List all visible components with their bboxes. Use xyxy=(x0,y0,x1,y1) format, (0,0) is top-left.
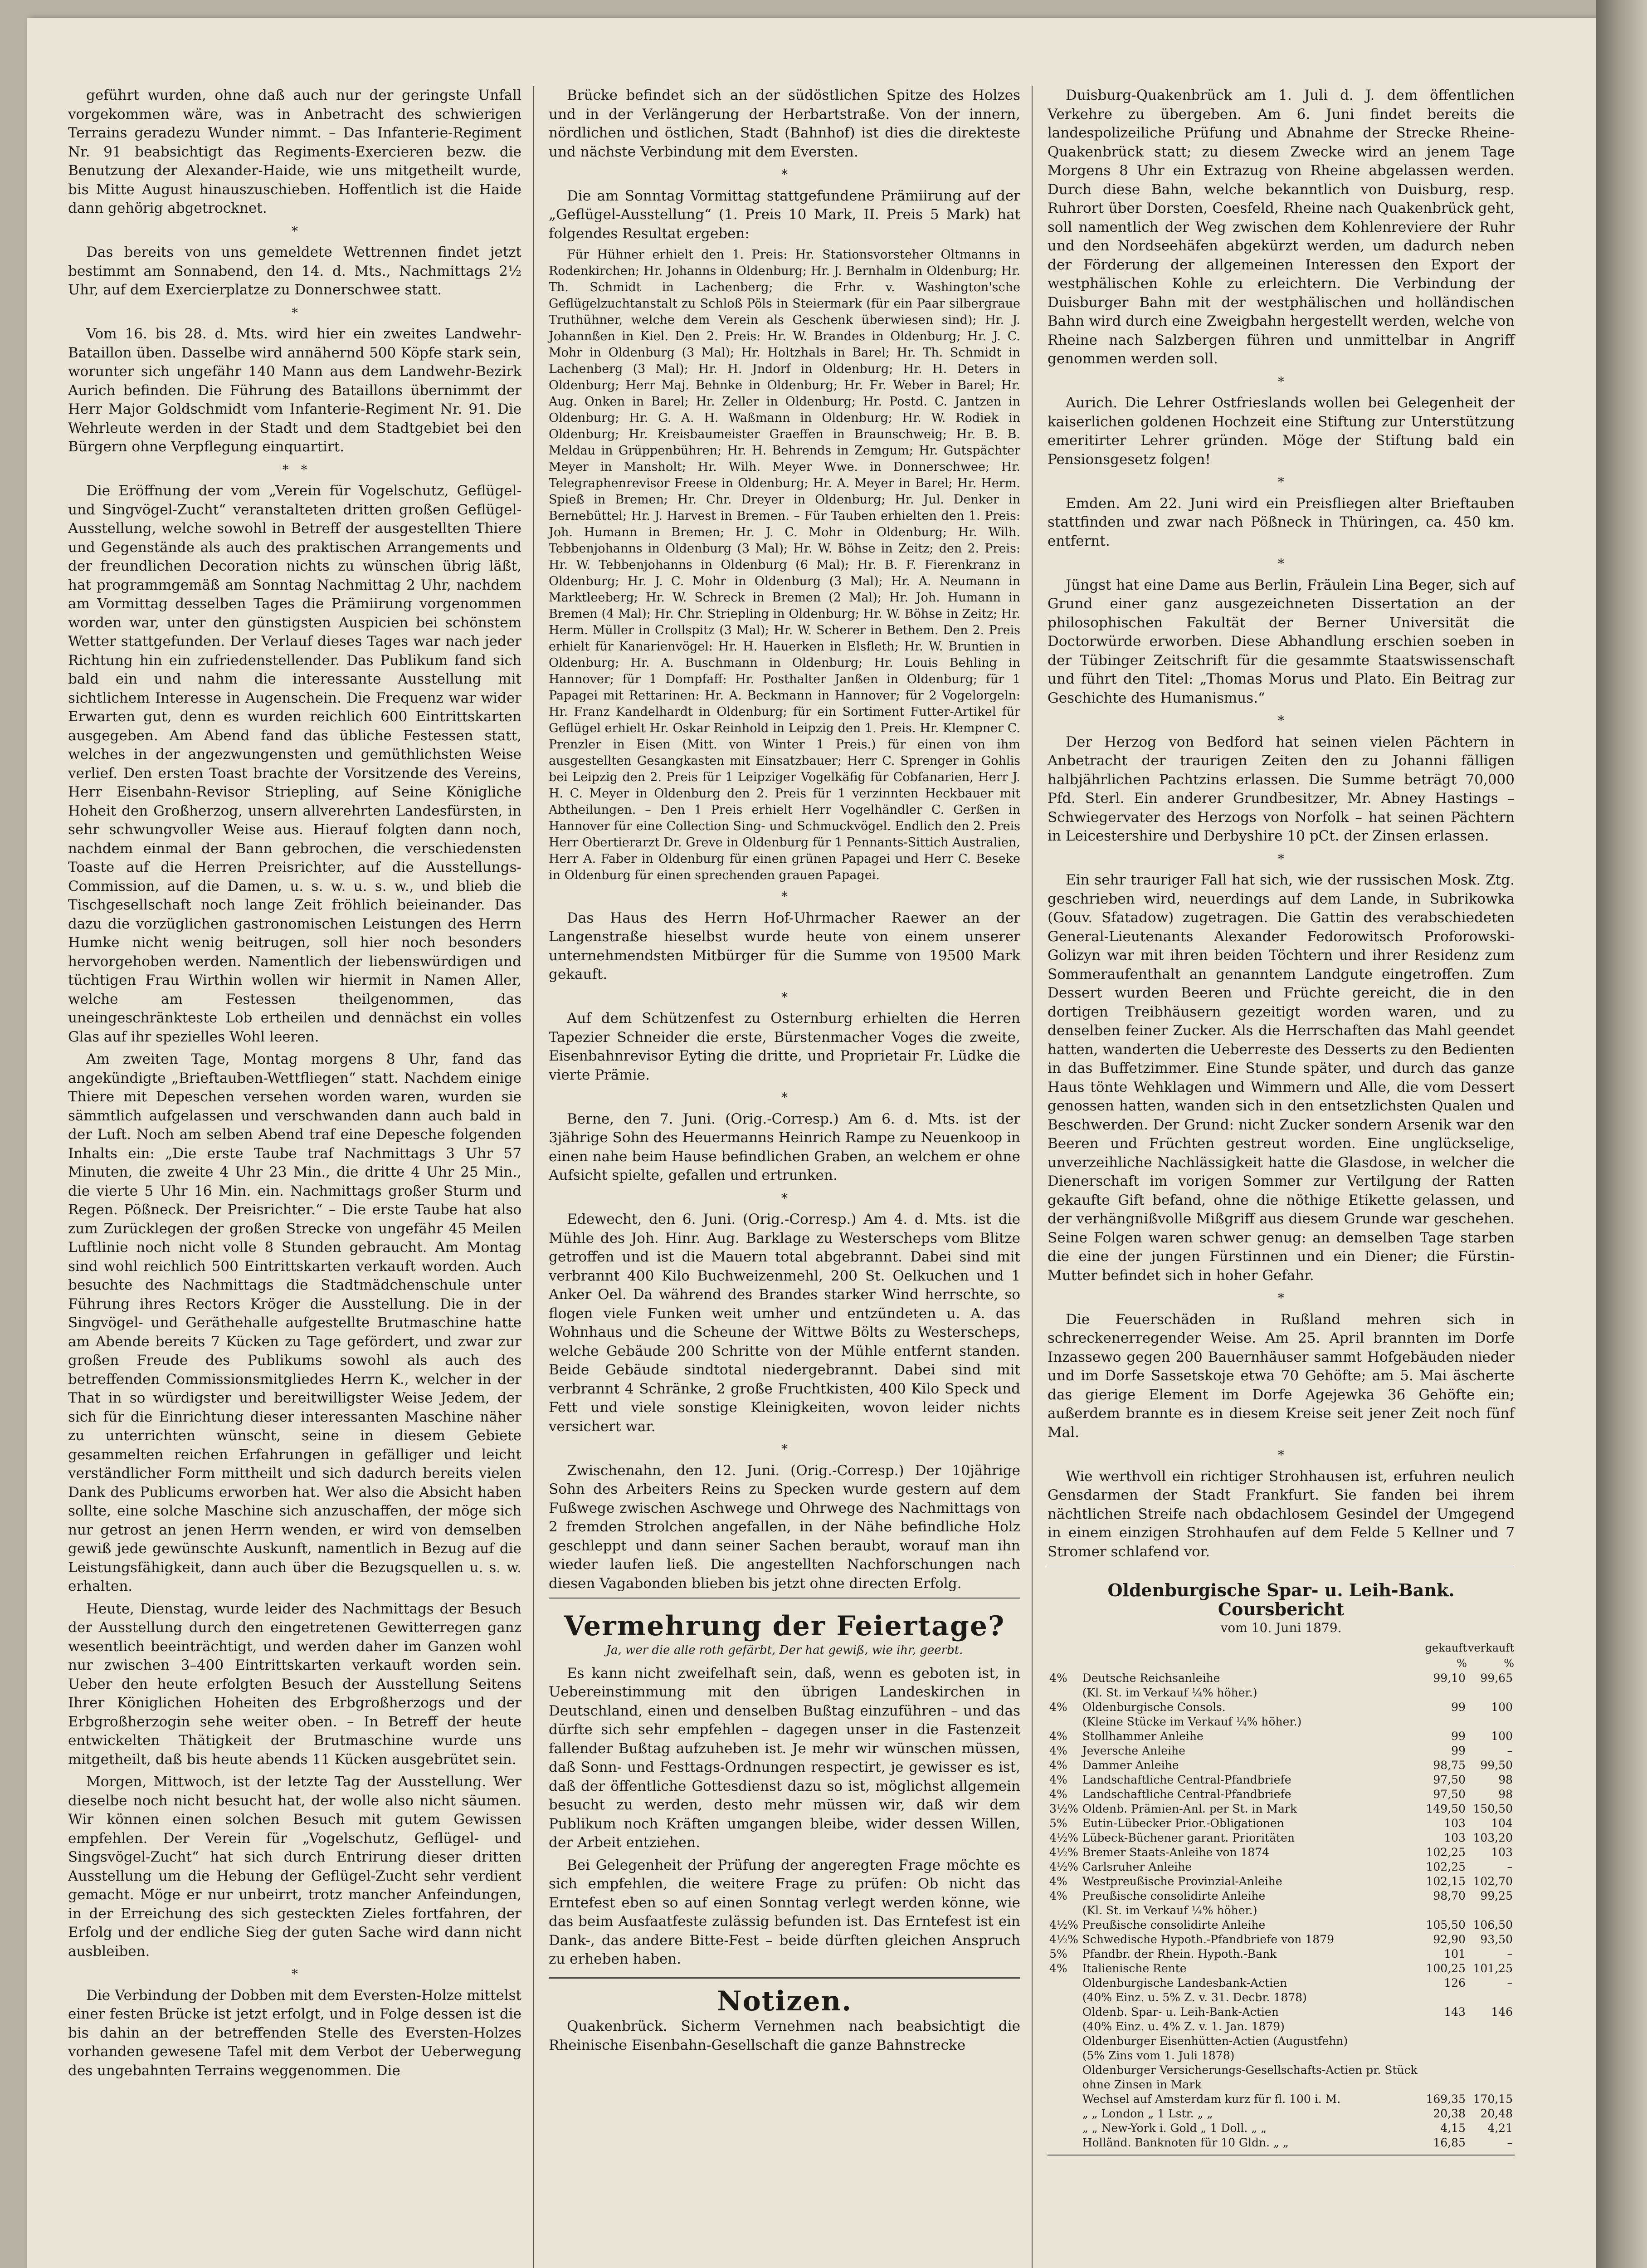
rate-cell xyxy=(1048,2019,1081,2034)
bought-cell: 102,25 xyxy=(1426,1860,1466,1873)
rate-cell: 4% xyxy=(1049,1874,1067,1888)
rate-cell xyxy=(1048,1976,1081,1990)
security-name-cell: Landschaftliche Central-Pfandbriefe xyxy=(1082,1773,1291,1786)
sold-cell: 99,50 xyxy=(1480,1758,1513,1772)
sold-cell: 101,25 xyxy=(1473,1961,1513,1975)
table-row xyxy=(1048,2136,1515,2150)
table-row xyxy=(1048,1715,1515,1729)
table-row xyxy=(1048,2063,1515,2077)
security-name-cell: Oldenburgische Landesbank-Actien xyxy=(1082,1976,1287,1989)
security-name-cell: Stollhammer Anleihe xyxy=(1082,1729,1204,1743)
article-paragraph: Quakenbrück. Sicherm Vernehmen nach beabsichtigt die Rheinische Eisenbahn-Gesellschaft die ganze Bahnstrecke xyxy=(549,2018,1020,2053)
sold-cell xyxy=(1467,1715,1515,1729)
sold-cell xyxy=(1467,1903,1515,1918)
separator-star: * xyxy=(292,1966,298,1981)
article-paragraph: Aurich. Die Lehrer Ostfrieslands wollen bei Gelegenheit der kaiserlichen goldenen Hochzeit eine Stiftung zur Unterstützung emeritirter Lehrer gründen. Möge der Stiftung bald ein Pensionsgesetz folgen! xyxy=(1048,395,1515,468)
table-row xyxy=(1048,2077,1515,2092)
bought-cell: 105,50 xyxy=(1426,1918,1466,1931)
bought-cell: 98,70 xyxy=(1433,1889,1466,1902)
security-name-cell: Wechsel auf Amsterdam kurz für fl. 100 i. M. xyxy=(1082,2092,1341,2106)
rate-cell: 5% xyxy=(1049,1947,1067,1960)
table-row xyxy=(1048,1976,1515,1990)
article-paragraph: Brücke befindet sich an der südöstlichen Spitze des Holzes und in der Verlängerung der Herbartstraße. Von der innern, nördlichen und östlichen, Stadt (Bahnhof) ist dies die direkteste und nächste Verbindung mit dem Eversten. xyxy=(549,87,1020,160)
table-row xyxy=(1048,1787,1515,1802)
table-row xyxy=(1048,1802,1515,1816)
sold-cell: 99,65 xyxy=(1480,1671,1513,1685)
separator-star: * xyxy=(1278,474,1284,489)
sold-cell xyxy=(1467,2019,1515,2034)
table-row xyxy=(1048,1918,1515,1932)
bought-cell xyxy=(1423,2048,1467,2063)
table-row xyxy=(1048,1874,1515,1889)
table-row xyxy=(1048,1831,1515,1845)
coursbericht-rows xyxy=(1048,1671,1515,2150)
column-unit: % xyxy=(1457,1657,1467,1670)
column-header: gekauft xyxy=(1425,1641,1467,1654)
article-paragraph: geführt wurden, ohne daß auch nur der geringste Unfall vorgekommen wäre, was in Anbetracht des schwierigen Terrains geradezu Wunder nimmt. – Das Infanterie-Regiment Nr. 91 beabsichtigt das Regiments-Exercieren bezw. die Benutzung der Alexander-Haide, wie uns mitgetheilt wurde, bis Mitte August hinauszuschieben. Hoffentlich ist die Haide dann gehörig abgetrocknet. xyxy=(68,87,521,216)
bought-cell xyxy=(1423,1715,1467,1729)
rate-cell xyxy=(1048,2121,1081,2136)
sold-cell xyxy=(1467,1990,1515,2005)
rate-cell xyxy=(1048,2034,1081,2048)
coursbericht-date: vom 10. Juni 1879. xyxy=(1220,1620,1342,1635)
rate-cell: 4% xyxy=(1049,1671,1067,1685)
article-paragraph: Morgen, Mittwoch, ist der letzte Tag der Ausstellung. Wer dieselbe noch nicht besucht hat, der wolle also nicht säumen. Wir können einen solchen Besuch mit gutem Gewissen empfehlen. Der Verein für „Vogelschutz, Geflügel- und Singsvögel-Zucht“ hat sich durch Entrirung dieser dritten Ausstellung um die Hebung der Geflügel-Zucht sehr verdient gemacht. Möge er nur unbeirrt, trotz mancher Anfeindungen, in der Erreichung des sich gesteckten Zieles fortfahren, der Erfolg und der endliche Sieg der guten Sache wird dann nicht ausbleiben. xyxy=(68,1774,521,1960)
column-header: verkauft xyxy=(1467,1641,1514,1654)
bought-cell xyxy=(1423,2034,1467,2048)
security-name-cell: Holländ. Banknoten für 10 Gldn. „ „ xyxy=(1082,2136,1289,2149)
article-paragraph: Jüngst hat eine Dame aus Berlin, Fräulein Lina Beger, sich auf Grund einer ganz ausgezeichneten Dissertation an der philosophischen Fakultät der Berner Universität die Doctorwürde erworben. Diese Abhandlung erschien soeben in der Tübinger Zeitschrift für die gesammte Staatswissenschaft und führt den Titel: „Thomas Morus und Plato. Ein Beitrag zur Geschichte des Humanismus.“ xyxy=(1048,577,1515,706)
security-name-cell: Oldenburger Eisenhütten-Actien (Augustfehn) xyxy=(1082,2034,1348,2048)
sold-cell: 20,48 xyxy=(1480,2107,1513,2120)
article-paragraph: Berne, den 7. Juni. (Orig.-Corresp.) Am 6. d. Mts. ist der 3jährige Sohn des Heuermanns Heinrich Rampe zu Neuenkoop in einen nahe beim Hause befindlichen Graben, an welchem er ohne Aufsicht spielte, gefallen und ertrunken. xyxy=(549,1110,1020,1183)
sold-cell: 104 xyxy=(1491,1816,1513,1830)
table-row xyxy=(1048,1700,1515,1715)
article-paragraph: Am zweiten Tage, Montag morgens 8 Uhr, fand das angekündigte „Brieftauben-Wettfliegen“ statt. Nachdem einige Thiere mit Depeschen versehen worden waren, wurden sie sämmtlich aufgelassen und verschwanden dann auch bald in der Luft. Noch am selben Abend traf eine Depesche folgenden Inhalts ein: „Die erste Taube traf Nachmittags 3 Uhr 57 Minuten, die zweite 4 Uhr 23 Min., die dritte 4 Uhr 25 Min., die vierte 5 Uhr 16 Min. ein. Nachmittags großer Sturm und Regen. Pößneck. Der Preisrichter.“ – Die erste Taube hat also zum Zurücklegen der großen Strecke von ungefähr 45 Meilen Luftlinie noch nicht volle 8 Stunden gebraucht. Am Montag sind wohl reichlich 500 Eintrittskarten verkauft worden. Auch besuchte des Nachmittags die Stadtmädchenschule unter Führung ihres Rectors Kröger die Ausstellung. Die in der Singvögel- und Geräthehalle aufgestellte Brutmaschine hatte am Abende bereits 7 Kücken zu Tage gefördert, und zwar zur großen Freude des Publikums sowohl als auch des betreffenden Commissionsmitgliedes Herrn K., welcher in der That in so würdigster und bereitwilligster Weise Jedem, der sich für die Einrichtung dieser interessanten Maschine näher zu unterrichten wünscht, seine in diesem Gebiete gesammelten reichen Erfahrungen in gefälliger und leicht verständlicher Form mittheilt und sich dadurch bereits vielen Dank des Publicums erworben hat. Wer also die Absicht haben sollte, eine solche Maschine sich anzuschaffen, der möge sich nur getrost an jenen Herrn wenden, er wird von demselben gewiß jede gewünschte Auskunft, namentlich in Bezug auf die Leistungsfähigkeit, dann auch über die Bezugsquellen u. s. w. erhalten. xyxy=(68,1051,521,1594)
sold-cell: 103 xyxy=(1491,1845,1513,1859)
article-paragraph: Die Eröffnung der vom „Verein für Vogelschutz, Geflügel- und Singvögel-Zucht“ veranstalteten dritten großen Geflügel-Ausstellung, welche sowohl in Betreff der ausgestellten Thiere und Gegenstände als auch des praktischen Arrangements und der freundlichen Decoration nichts zu wünschen übrig läßt, hat programmgemäß am Sonntag Nachmittag 2 Uhr, nachdem am Vormittag desselben Tages die Prämiirung vorgenommen worden war, unter den günstigsten Auspicien bei schönstem Wetter stattgefunden. Der Verlauf dieses Tages war nach jeder Richtung hin ein zufriedenstellender. Das Publikum fand sich bald ein und nahm die interessante Ausstellung mit sichtlichem Interesse in Augenschein. Die Frequenz war wider Erwarten gut, denn es wurden reichlich 600 Eintrittskarten ausgegeben. Am Abend fand das übliche Festessen statt, welches in der angezwungensten und gemüthlichsten Weise verlief. Den ersten Toast brachte der Vorsitzende des Vereins, Herr Eisenbahn-Revisor Striepling, auf Seine Königliche Hoheit den Großherzog, unsern allverehrten Landesfürsten, in sehr schwungvoller Weise aus. Hierauf folgten dann noch, nachdem einmal der Bann gebrochen, die verschiedensten Toaste auf die Herren Preisrichter, auf die Ausstellungs-Commission, auf die Damen, u. s. w. u. s. w., und blieb die Tischgesellschaft noch lange Zeit fröhlich beieinander. Das dazu die vorzüglichen gastronomischen Leistungen des Herrn Humke nicht wenig beitrugen, soll hier noch besonders hervorgehoben werden. Namentlich der liebenswürdigen und tüchtigen Frau Wirthin wollen wir hiermit in Namen Aller, welche am Festessen theilgenommen, das uneingeschränkteste Lob ertheilen und dennächst ein volles Glas auf ihr spezielles Wohl leeren. xyxy=(68,483,521,1045)
rate-cell xyxy=(1048,2077,1081,2092)
bought-cell: 99,10 xyxy=(1433,1671,1466,1685)
table-row xyxy=(1048,1729,1515,1744)
bought-cell: 99 xyxy=(1451,1700,1466,1714)
sold-cell xyxy=(1467,2063,1515,2077)
separator-star: * xyxy=(781,167,788,182)
separator-star: * * xyxy=(282,462,307,477)
article-paragraph: Der Herzog von Bedford hat seinen vielen Pächtern in Anbetracht der traurigen Zeiten den zu Johanni fälligen halbjährlichen Pachtzins erlassen. Die Summe beträgt 70,000 Pfd. Sterl. Ein anderer Grundbesitzer, Mr. Abney Hastings – Schwiegervater des Herzogs von Norfolk – hat seinen Pächtern in Leicestershire und Derbyshire 10 pCt. der Zinsen erlassen. xyxy=(1048,733,1515,844)
security-name-cell: Lübeck-Büchener garant. Prioritäten xyxy=(1082,1831,1295,1844)
article-paragraph: Das bereits von uns gemeldete Wettrennen findet jetzt bestimmt am Sonnabend, den 14. d. Mts., Nachmittags 2½ Uhr, auf dem Exercierplatze zu Donnerschwee statt. xyxy=(68,244,521,298)
security-name-cell: (40% Einz. u. 5% Z. v. 31. Decbr. 1878) xyxy=(1082,1990,1307,2004)
security-name-cell: Schwedische Hypoth.-Pfandbriefe von 1879 xyxy=(1082,1932,1334,1946)
bought-cell: 143 xyxy=(1444,2005,1466,2019)
sold-cell: 103,20 xyxy=(1473,1831,1513,1844)
rate-cell xyxy=(1048,1715,1081,1729)
security-name-cell: Oldenb. Prämien-Anl. per St. in Mark xyxy=(1082,1802,1297,1815)
article-paragraph: Auf dem Schützenfest zu Osternburg erhielten die Herren Tapezier Schneider die erste, Bürstenmacher Voges die zweite, Eisenbahnrevisor Eyting die dritte, und Proprietair Fr. Lüdke die vierte Prämie. xyxy=(549,1010,1020,1083)
sold-cell: – xyxy=(1507,1976,1513,1989)
rate-cell: 4½% xyxy=(1049,1932,1078,1946)
security-name-cell: Oldenb. Spar- u. Leih-Bank-Actien xyxy=(1082,2005,1279,2019)
sold-cell xyxy=(1467,2077,1515,2092)
rate-cell xyxy=(1048,2005,1081,2019)
rate-cell: 4% xyxy=(1049,1889,1067,1902)
separator-star: * xyxy=(781,889,788,904)
bought-cell: 102,15 xyxy=(1426,1874,1466,1888)
bought-cell: 99 xyxy=(1451,1729,1466,1743)
column-left xyxy=(68,86,521,2084)
separator-star: * xyxy=(292,305,298,320)
column-middle xyxy=(549,86,1020,2058)
security-name-cell: Oldenburger Versicherungs-Gesellschafts-Actien pr. Stück xyxy=(1082,2063,1418,2077)
sold-cell: 93,50 xyxy=(1480,1932,1513,1946)
rate-cell: 4% xyxy=(1049,1773,1067,1786)
table-row xyxy=(1048,2019,1515,2034)
coursbericht-box xyxy=(1048,1566,1515,2156)
rate-cell: 4% xyxy=(1049,1961,1067,1975)
section-heading: Notizen. xyxy=(716,1985,853,2017)
bought-cell: 99 xyxy=(1451,1744,1466,1757)
column-rule xyxy=(533,86,534,2268)
bought-cell: 20,38 xyxy=(1433,2107,1466,2120)
rate-cell: 4% xyxy=(1049,1787,1067,1801)
rate-cell xyxy=(1048,2136,1081,2150)
bought-cell: 103 xyxy=(1444,1831,1466,1844)
separator-star: * xyxy=(1278,851,1284,866)
bought-cell: 97,50 xyxy=(1433,1787,1466,1801)
separator-star: * xyxy=(1278,1447,1284,1462)
table-row xyxy=(1048,1860,1515,1874)
table-row xyxy=(1048,1961,1515,1976)
table-row xyxy=(1048,1816,1515,1831)
security-name-cell: Oldenburgische Consols. xyxy=(1082,1700,1226,1714)
table-row xyxy=(1048,1990,1515,2005)
table-row xyxy=(1048,1686,1515,1700)
epigraph: Ja, wer die alle roth gefärbt, Der hat gewiß, wie ihr, geerbt. xyxy=(606,1643,963,1657)
security-name-cell: Preußische consolidirte Anleihe xyxy=(1082,1918,1266,1931)
table-row xyxy=(1048,1889,1515,1903)
rate-cell xyxy=(1048,2107,1081,2121)
table-row xyxy=(1048,1773,1515,1787)
sold-cell xyxy=(1467,2034,1515,2048)
rate-cell: 4½% xyxy=(1049,1918,1078,1931)
table-row xyxy=(1048,2005,1515,2019)
coursbericht-table xyxy=(1048,1640,1515,2150)
security-name-cell: Preußische consolidirte Anleihe xyxy=(1082,1889,1266,1902)
article-paragraph: Die Feuerschäden in Rußland mehren sich in schreckenerregender Weise. Am 25. April brannten im Dorfe Inzassewo gegen 200 Bauernhäuser sammt Hofgebäuden nieder und im Dorfe Sassetskoje etwa 70 Gehöfte; am 5. Mai äscherte das gierige Element im Dorfe Agejewka 36 Gehöfte ein; außerdem brannte es in diesem Kreise seit jener Zeit noch fünf Mal. xyxy=(1048,1311,1515,1441)
sold-cell: 102,70 xyxy=(1473,1874,1513,1888)
rate-cell: 4½% xyxy=(1049,1845,1078,1859)
sold-cell: 98 xyxy=(1498,1773,1513,1786)
bought-cell: 98,75 xyxy=(1433,1758,1466,1772)
article-paragraph: Die Verbindung der Dobben mit dem Eversten-Holze mittelst einer festen Brücke ist jetzt erfolgt, und in Folge dessen ist die bis dahin an der betreffenden Stelle des Eversten-Holzes vorhanden gewesene Tafel mit dem Verbot der Ueberwegung des ungebahnten Terrains weggenommen. Die xyxy=(68,1987,521,2079)
sold-cell: 170,15 xyxy=(1473,2092,1513,2106)
sold-cell: 150,50 xyxy=(1473,1802,1513,1815)
table-row xyxy=(1048,1932,1515,1947)
separator-star: * xyxy=(781,1090,788,1105)
bought-cell xyxy=(1423,1686,1467,1700)
bought-cell: 92,90 xyxy=(1433,1932,1466,1946)
bought-cell: 149,50 xyxy=(1426,1802,1466,1815)
section-heading: Vermehrung der Feiertage? xyxy=(564,1610,1005,1642)
table-row xyxy=(1048,1845,1515,1860)
rate-cell xyxy=(1048,1990,1081,2005)
separator-star: * xyxy=(781,1442,788,1457)
article-paragraph: Duisburg-Quakenbrück am 1. Juli d. J. dem öffentlichen Verkehre zu übergeben. Am 6. Juni findet bereits die landespolizeiliche Prüfung und Abnahme der Strecke Rheine-Quakenbrück statt; zu diesem Zwecke wird an jenem Tage Morgens 8 Uhr ein Extrazug von Rheine abgelassen werden. Durch diese Bahn, welche bekanntlich von Duisburg, resp. Ruhrort über Dorsten, Coesfeld, Rheine nach Quakenbrück geht, soll namentlich der Weg zwischen dem Kohlenreviere der Ruhr und den Nordseehäfen abgekürzt werden, um dadurch neben der Förderung der allgemeinen Interessen den Export der westphälischen Kohle zu erleichtern. Die Verbindung der Duisburger Bahn mit der westphälischen und holländischen Bahn wird durch eine Zweigbahn hergestellt werden, welche von Rheine nach Salzbergen führen und unmittelbar in Angriff genommen werden soll. xyxy=(1048,87,1515,367)
security-name-cell: Landschaftliche Central-Pfandbriefe xyxy=(1082,1787,1291,1801)
security-name-cell: Pfandbr. der Rhein. Hypoth.-Bank xyxy=(1082,1947,1277,1960)
table-row xyxy=(1048,1671,1515,1686)
bought-cell: 4,15 xyxy=(1440,2121,1466,2135)
bought-cell: 126 xyxy=(1444,1976,1466,1989)
security-name-cell: „ „ New-York i. Gold „ 1 Doll. „ „ xyxy=(1082,2121,1267,2135)
bought-cell: 103 xyxy=(1444,1816,1466,1830)
bought-cell: 97,50 xyxy=(1433,1773,1466,1786)
security-name-cell: Westpreußische Provinzial-Anleihe xyxy=(1082,1874,1282,1888)
rate-cell: 4½% xyxy=(1049,1831,1078,1844)
separator-star: * xyxy=(292,223,298,239)
security-name-cell: ohne Zinsen in Mark xyxy=(1082,2077,1202,2091)
bought-cell xyxy=(1423,2063,1467,2077)
sold-cell: 100 xyxy=(1491,1729,1513,1743)
rate-cell xyxy=(1048,1903,1081,1918)
table-row xyxy=(1048,1744,1515,1758)
security-name-cell: Dammer Anleihe xyxy=(1082,1758,1179,1772)
security-name-cell: Bremer Staats-Anleihe von 1874 xyxy=(1082,1845,1270,1859)
article-paragraph: Bei Gelegenheit der Prüfung der angeregten Frage möchte es sich empfehlen, die weitere Frage zu prüfen: Ob nicht das Erntefest eben so auf einen Sonntag verlegt werden könne, wie das beim Ausfaatfeste zulässig befunden ist. Das Erntefest ist ein Dank-, das andere Bitte-Fest – beide dürften gleichen Anspruch zu erheben haben. xyxy=(549,1857,1020,1967)
table-row xyxy=(1048,2092,1515,2107)
table-row xyxy=(1048,2034,1515,2048)
rate-cell: 5% xyxy=(1049,1816,1067,1830)
column-rule xyxy=(1032,86,1033,2268)
article-paragraph: Zwischenahn, den 12. Juni. (Orig.-Corresp.) Der 10jährige Sohn des Arbeiters Reins zu Specken wurde gestern auf dem Fußwege zwischen Aschwege und Ohrwege des Nachmittags von 2 fremden Strolchen angefallen, in der Nähe befindliche Holz geschleppt und dann seiner Sachen beraubt, worauf man ihn wieder laufen ließ. Die angestellten Nachforschungen nach diesen Vagabonden blieben bis jetzt ohne directen Erfolg. xyxy=(549,1462,1020,1592)
sold-cell: 106,50 xyxy=(1473,1918,1513,1931)
bought-cell: 169,35 xyxy=(1426,2092,1466,2106)
separator-star: * xyxy=(781,1190,788,1206)
separator-star: * xyxy=(1278,713,1284,728)
security-name-cell: (40% Einz. u. 4% Z. v. 1. Jan. 1879) xyxy=(1082,2019,1285,2033)
table-row xyxy=(1048,2121,1515,2136)
feiertage-box xyxy=(549,1598,1020,1979)
article-paragraph: Die am Sonntag Vormittag stattgefundene Prämiirung auf der „Geflügel-Ausstellung“ (1. Preis 10 Mark, II. Preis 5 Mark) hat folgendes Resultat ergeben: xyxy=(549,187,1020,242)
bought-cell: 16,85 xyxy=(1433,2136,1466,2149)
rate-cell: 4% xyxy=(1049,1700,1067,1714)
sold-cell: – xyxy=(1507,1744,1513,1757)
sold-cell: 4,21 xyxy=(1487,2121,1513,2135)
bought-cell xyxy=(1423,2019,1467,2034)
security-name-cell: „ „ London „ 1 Lstr. „ „ xyxy=(1082,2107,1213,2120)
table-row xyxy=(1048,1947,1515,1961)
security-name-cell: (5% Zins vom 1. Juli 1878) xyxy=(1082,2048,1235,2062)
article-paragraph: Ein sehr trauriger Fall hat sich, wie der russischen Mosk. Ztg. geschrieben wird, neuerdings auf dem Lande, in Subrikowka (Gouv. Sfatadow) zugetragen. Die Gattin des verabschiedeten General-Lieutenants Alexander Fedorowitsch Proforowski-Golizyn war mit ihren beiden Töchtern und ihrer Residenz zum Sommeraufenthalt an genanntem Landgute eingetroffen. Zum Dessert wurden Beeren und Früchte gereicht, die in den dortigen Treibhäusern gezeitigt worden waren, und zu denselben feiner Zucker. Als die Herrschaften das Mahl geendet hatten, wanderten die Ueberreste des Desserts zu den Bedienten in das Buffetzimmer. Eine Stunde später, und durch das ganze Haus tönte Wehklagen und Wimmern und Alle, die vom Dessert genossen hatten, wanden sich in den entsetzlichsten Qualen und Beschwerden. Der Grund: nicht Zucker sondern Arsenik war den Beeren und Früchten gestreut worden. Eine unglückselige, unverzeihliche Nachlässigkeit hatte die Glasdose, in welcher die Dienerschaft im vorigen Sommer zur Vertilgung der Ratten gekaufte Gift befand, ohne die nöthige Etikette gelassen, und der verhängnißvolle Mißgriff aus diesem Grunde war geschehen. Seine Folgen waren schwer genug: an demselben Tage starben die eine der jungen Fürstinnen und ein Diener; die Fürstin-Mutter befindet sich in hoher Gefahr. xyxy=(1048,872,1515,1284)
table-row xyxy=(1048,1903,1515,1918)
rate-cell: 3½% xyxy=(1049,1802,1078,1815)
article-paragraph: Wie werthvoll ein richtiger Strohhausen ist, erfuhren neulich Gensdarmen der Stadt Frankfurt. Sie fanden bei ihrem nächtlichen Streife nach obdachlosem Gesindel der Umgegend in einem einzigen Strohhaufen auf dem Felde 5 Kellner und 7 Stromer schlafend vor. xyxy=(1048,1468,1515,1560)
security-name-cell: Deutsche Reichsanleihe xyxy=(1082,1671,1220,1685)
article-paragraph: Das Haus des Herrn Hof-Uhrmacher Raewer an der Langenstraße hieselbst wurde heute von einem unserer unternehmendsten Mitbürger für die Summe von 19500 Mark gekauft. xyxy=(549,909,1020,982)
article-paragraph: Es kann nicht zweifelhaft sein, daß, wenn es geboten ist, in Uebereinstimmung mit den übrigen Landeskirchen in Deutschland, einen und denselben Bußtag einzuführen – und das dürfte sich sehr empfehlen – dagegen unser in die Fastenzeit fallender Bußtag aufzuheben ist. Je mehr wir wünschen müssen, daß Sonn- und Festtags-Ordnungen respectirt, je gewisser es ist, daß der öffentliche Gottesdienst dazu so ist, möglichst allgemein besucht zu werden, desto mehr müssen wir, daß wir dem Publikum noch Kräften umgangen bleibe, wider dessen Willen, der Arbeit entziehen. xyxy=(549,1665,1020,1851)
sold-cell xyxy=(1467,1686,1515,1700)
separator-star: * xyxy=(1278,374,1284,389)
bought-cell xyxy=(1423,2077,1467,2092)
sold-cell: – xyxy=(1507,1860,1513,1873)
sold-cell: 146 xyxy=(1491,2005,1513,2019)
sold-cell: 98 xyxy=(1498,1787,1513,1801)
rate-cell xyxy=(1048,2092,1081,2107)
table-row xyxy=(1048,2107,1515,2121)
bought-cell: 100,25 xyxy=(1426,1961,1466,1975)
rate-cell: 4% xyxy=(1049,1729,1067,1743)
sold-cell: – xyxy=(1507,2136,1513,2149)
security-name-cell: Carlsruher Anleihe xyxy=(1082,1860,1192,1873)
rate-cell xyxy=(1048,1686,1081,1700)
security-name-cell: (Kleine Stücke im Verkauf ¼% höher.) xyxy=(1082,1715,1302,1728)
article-paragraph: Für Hühner erhielt den 1. Preis: Hr. Stationsvorsteher Oltmanns in Rodenkirchen; Hr. Johanns in Oldenburg; Hr. J. Bernhalm in Oldenburg; Hr. Th. Schmidt in Lachenberg; die Frhr. v. Washington'sche Geflügelzuchtanstalt zu Schloß Pöls in Steiermark (für ein Paar silbergraue Truthühner, welche dem Verein als Geschenk überwiesen sind); Hr. J. Johannßen in Kiel. Den 2. Preis: Hr. W. Brandes in Oldenburg; Hr. J. C. Mohr in Oldenburg (3 Mal); Hr. Holtzhals in Barel; Hr. Th. Schmidt in Lachenberg (3 Mal); Hr. H. Jndorf in Oldenburg; Hr. H. Deters in Oldenburg; Herr Maj. Behnke in Oldenburg; Hr. Fr. Weber in Barel; Hr. Aug. Onken in Barel; Hr. Zeller in Oldenburg; Hr. Postd. C. Jantzen in Oldenburg; Hr. G. A. H. Waßmann in Oldenburg; Hr. W. Rodiek in Oldenburg; Hr. Kreisbaumeister Graeffen in Braunschweig; Hr. B. B. Meldau in Grüppenbühren; Hr. H. Behrends in Zemgum; Hr. Gutspächter Meyer in Mansholt; Hr. Wilh. Meyer Wwe. in Donnerschwee; Hr. Telegraphenrevisor Freese in Oldenburg; Hr. A. Meyer in Barel; Hr. Herm. Spieß in Bremen; Hr. Chr. Dreyer in Oldenburg; Hr. Jul. Denker in Bernebüttel; Hr. J. Harvest in Bremen. – Für Tauben erhielten den 1. Preis: Joh. Humann in Bremen; Hr. J. C. Mohr in Oldenburg; Hr. Wilh. Tebbenjohanns in Oldenburg (3 Mal); Hr. W. Böhse in Zeitz; den 2. Preis: Hr. W. Tebbenjohanns in Oldenburg (6 Mal); Hr. B. F. Fierenkranz in Oldenburg; Hr. J. C. Mohr in Oldenburg (3 Mal); Hr. A. Neumann in Marktleeberg; Hr. W. Schreck in Bremen (2 Mal); Hr. Joh. Humann in Bremen (4 Mal); Hr. Chr. Striepling in Oldenburg; Hr. W. Böhse in Zeitz; Hr. Herm. Müller in Crollspitz (3 Mal); Hr. W. Scherer in Bethem. Den 2. Preis erhielt für Kanarienvögel: Hr. H. Hauerken in Elsfleth; Hr. W. Bruntien in Oldenburg; Hr. A. Buschmann in Oldenburg; Hr. Louis Behling in Hannover; für 1 Dompfaff: Hr. Posthalter Janßen in Oldenburg; für 1 Papagei mit Rettarinen: Hr. A. Beckmann in Hannover; für 2 Vogelorgeln: Hr. Franz Kandelhardt in Oldenburg; für ein Sortiment Futter-Artikel für Geflügel erhielt Hr. Oskar Reinhold in Leipzig den 1. Preis. Hr. Klempner C. Prenzler in Eisen (Mitt. von Winter 1 Preis.) für einen von ihm ausgestellten Gesangkasten mit Einsatzbauer; Herr C. Sprenger in Gohlis bei Leipzig den 2. Preis für 1 Leipziger Vogelkäfig für Cobfanarien, Herr J. H. C. Meyer in Oldenburg den 2. Preis für 1 verzinnten Heckbauer mit Abtheilungen. – Den 1 Preis erhielt Herr Vogelhändler C. Gerßen in Hannover für eine Collection Sing- und Schmuckvögel. Endlich den 2. Preis Herr Obertierarzt Dr. Greve in Oldenburg für 1 Pennants-Sittich Australien, Herr A. Faber in Oldenburg für einen grünen Papagei und Herr C. Beseke in Oldenburg für einen sprechenden grauen Papagei. xyxy=(549,248,1020,882)
column-right xyxy=(1048,86,1515,2160)
security-name-cell: Jeversche Anleihe xyxy=(1082,1744,1185,1757)
bought-cell: 102,25 xyxy=(1426,1845,1466,1859)
rate-cell: 4% xyxy=(1049,1758,1067,1772)
sold-cell xyxy=(1467,2048,1515,2063)
coursbericht-title: Oldenburgische Spar- u. Leih-Bank. Coursbericht xyxy=(1107,1580,1455,1619)
security-name-cell: Italienische Rente xyxy=(1082,1961,1187,1975)
separator-star: * xyxy=(781,989,788,1005)
column-unit: % xyxy=(1504,1657,1514,1670)
rate-cell: 4% xyxy=(1049,1744,1067,1757)
security-name-cell: (Kl. St. im Verkauf ¼% höher.) xyxy=(1082,1903,1257,1917)
rate-cell xyxy=(1048,2048,1081,2063)
security-name-cell: (Kl. St. im Verkauf ¼% höher.) xyxy=(1082,1686,1257,1699)
table-row xyxy=(1048,1758,1515,1773)
bought-cell xyxy=(1423,1903,1467,1918)
sold-cell: – xyxy=(1507,1947,1513,1960)
sold-cell: 100 xyxy=(1491,1700,1513,1714)
separator-star: * xyxy=(1278,556,1284,571)
article-paragraph: Vom 16. bis 28. d. Mts. wird hier ein zweites Landwehr-Bataillon üben. Dasselbe wird annähernd 500 Köpfe stark sein, worunter sich ungefähr 140 Mann aus dem Landwehr-Bezirk Aurich befinden. Die Führung des Bataillons übernimmt der Herr Major Goldschmidt vom Infanterie-Regiment Nr. 91. Die Wehrleute werden in der Stadt und dem Stadtgebiet bei den Bürgern ohne Verpflegung einquartirt. xyxy=(68,326,521,455)
newspaper-page xyxy=(27,18,1596,2268)
security-name-cell: Eutin-Lübecker Prior.-Obligationen xyxy=(1082,1816,1284,1830)
bought-cell xyxy=(1423,1990,1467,2005)
article-paragraph: Edewecht, den 6. Juni. (Orig.-Corresp.) Am 4. d. Mts. ist die Mühle des Joh. Hinr. Aug. Barklage zu Westerscheps vom Blitze getroffen und ist die Mauern total abgebrannt. Dabei sind mit verbrannt 400 Kilo Buchweizenmehl, 200 St. Oelkuchen und 1 Anker Oel. Da während des Brandes starker Wind herrschte, so flogen viele Funken weit umher und entzündeten u. A. das Wohnhaus und die Scheune der Wittwe Bölts zu Westerscheps, welche Gebäude 200 Schritte von der Mühle entfernt standen. Beide Gebäude sindtotal niedergebrannt. Dabei sind mit verbrannt 4 Schränke, 2 große Fruchtkisten, 400 Kilo Speck und Fett und viele sonstige Kleinigkeiten, wovon leider nichts versichert war. xyxy=(549,1211,1020,1435)
bought-cell: 101 xyxy=(1444,1947,1466,1960)
table-row xyxy=(1048,2048,1515,2063)
sold-cell: 99,25 xyxy=(1480,1889,1513,1902)
page-edge xyxy=(1596,0,1647,2268)
rate-cell xyxy=(1048,2063,1081,2077)
rate-cell: 4½% xyxy=(1049,1860,1078,1873)
article-paragraph: Emden. Am 22. Juni wird ein Preisfliegen alter Brieftauben stattfinden und zwar nach Pößneck in Thüringen, ca. 450 km. entfernt. xyxy=(1048,495,1515,549)
article-paragraph: Heute, Dienstag, wurde leider des Nachmittags der Besuch der Ausstellung durch den eingetretenen Gewitterregen ganz wesentlich beeinträchtigt, und werden daher im Ganzen wohl nur zwischen 3–400 Eintrittskarten verkauft worden sein. Ueber den heute erfolgten Besuch der Ausstellung Seitens Ihrer Königlichen Hoheiten des Erbgroßherzogs und der Erbgroßherzogin sehe weiter oben. – In Betreff der heute entwickelten Thätigkeit der Brutmaschine wurde uns mitgetheilt, daß bis heute abends 11 Kücken ausgebrütet sein. xyxy=(68,1600,521,1768)
separator-star: * xyxy=(1278,1290,1284,1305)
